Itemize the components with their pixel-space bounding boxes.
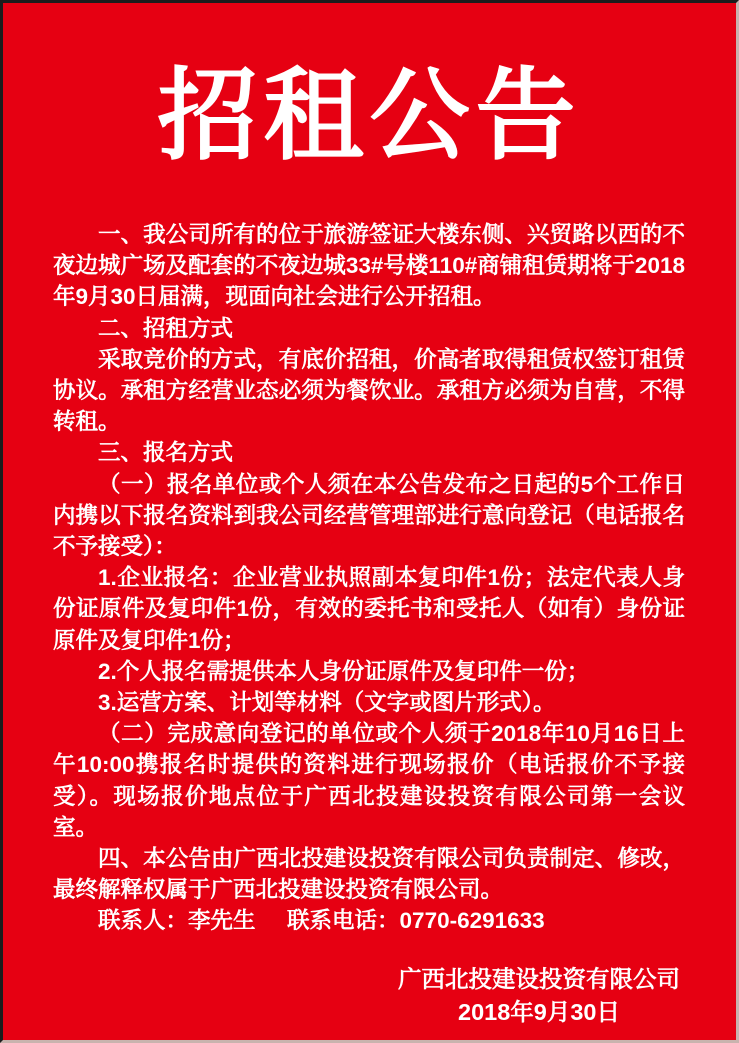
paragraph-10-interpretation-rights: 四、本公告由广西北投建设投资有限公司负责制定、修改，最终解释权属于广西北投建设投资有限公司。 [53, 846, 685, 903]
paragraph-1-location: 一、我公司所有的位于旅游签证大楼东侧、兴贸路以西的不夜边城广场及配套的不夜边城33#号楼110#商铺租赁期将于2018年9月30日届满，现面向社会进行公开招租。 [53, 222, 685, 310]
paragraph-6-company-registration: 1.企业报名：企业营业执照副本复印件1份；法定代表人身份证原件及复印件1份，有效的委托书和受托人（如有）身份证原件及复印件1份； [53, 565, 685, 653]
paragraph-7-individual-registration: 2.个人报名需提供本人身份证原件及复印件一份； [98, 658, 590, 684]
contact-phone-number: 0770-6291633 [399, 908, 545, 934]
contact-phone-label: 联系电话： [287, 908, 400, 934]
notice-body [53, 219, 685, 937]
paragraph-3-bidding-method: 采取竞价的方式，有底价招租，价高者取得租赁权签订租赁协议。承租方经营业态必须为餐饮业。承租方必须为自营，不得转租。 [53, 346, 685, 435]
paragraph-4-section-heading: 三、报名方式 [98, 440, 234, 466]
notice-title: 招租公告 [157, 61, 582, 172]
paragraph-2-section-heading: 二、招租方式 [98, 315, 234, 341]
signature-date: 2018年9月30日 [458, 998, 620, 1025]
signature-block [398, 963, 680, 1029]
contact-person-label: 联系人： [98, 908, 189, 934]
paragraph-5-registration: （一）报名单位或个人须在本公告发布之日起的5个工作日内携以下报名资料到我公司经营管理部进行意向登记（电话报名不予接受）： [53, 471, 685, 560]
paragraph-8-operation-plan: 3.运营方案、计划等材料（文字或图片形式）。 [98, 690, 556, 716]
paragraph-9-onsite-bidding: （二）完成意向登记的单位或个人须于2018年10月16日上午10:00携报名时提供的资料进行现场报价（电话报价不予接受）。现场报价地点位于广西北投建设投资有限公司第一会议室。 [53, 721, 685, 840]
contact-line [53, 905, 685, 936]
signature-company: 广西北投建设投资有限公司 [398, 965, 680, 992]
contact-person-name: 李先生 [188, 908, 256, 934]
